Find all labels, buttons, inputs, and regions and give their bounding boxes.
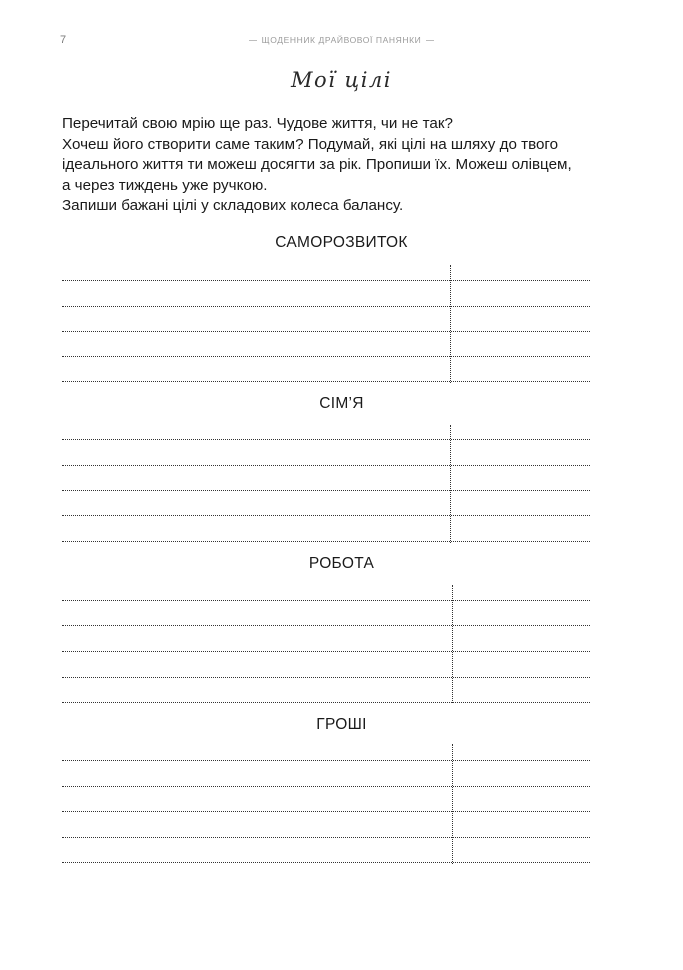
- writing-line: [62, 306, 590, 307]
- section-title-money: ГРОШІ: [316, 716, 367, 733]
- writing-line: [62, 439, 590, 440]
- running-title: ЩОДЕННИК ДРАЙВОВОЇ ПАНЯНКИ: [261, 35, 422, 45]
- writing-line: [62, 331, 590, 332]
- writing-area-family[interactable]: [62, 425, 590, 545]
- column-divider: [450, 425, 451, 543]
- writing-line: [62, 760, 590, 761]
- column-divider: [452, 744, 453, 864]
- writing-line: [62, 541, 590, 542]
- writing-area-money[interactable]: [62, 744, 590, 866]
- intro-line: Перечитай свою мрію ще раз. Чудове життя, чи не так?: [62, 115, 453, 132]
- section-title-work: РОБОТА: [308, 555, 375, 572]
- writing-line: [62, 381, 590, 382]
- writing-line: [62, 280, 590, 281]
- writing-line: [62, 600, 590, 601]
- intro-text: [62, 114, 602, 217]
- writing-line: [62, 702, 590, 703]
- running-header: [0, 35, 683, 45]
- column-divider: [450, 265, 451, 383]
- header-dash-right: [426, 40, 434, 41]
- intro-line: Запиши бажані цілі у складових колеса балансу.: [62, 197, 404, 214]
- section-title-self-development: САМОРОЗВИТОК: [275, 234, 408, 251]
- writing-line: [62, 515, 590, 516]
- writing-line: [62, 465, 590, 466]
- writing-line: [62, 677, 590, 678]
- column-divider: [452, 585, 453, 703]
- writing-line: [62, 356, 590, 357]
- writing-area-work[interactable]: [62, 585, 590, 705]
- page-number: 7: [60, 34, 67, 46]
- section-title-family: СІМ’Я: [319, 395, 364, 412]
- writing-line: [62, 490, 590, 491]
- intro-line: а через тиждень уже ручкою.: [62, 176, 268, 194]
- page-title: Мої цілі: [291, 68, 392, 92]
- writing-line: [62, 651, 590, 652]
- writing-line: [62, 625, 590, 626]
- intro-line: Хочеш його створити саме таким? Подумай, які цілі на шляху до твого: [62, 135, 559, 153]
- writing-area-self-development[interactable]: [62, 265, 590, 385]
- writing-line: [62, 837, 590, 838]
- writing-line: [62, 862, 590, 863]
- writing-line: [62, 811, 590, 812]
- writing-line: [62, 786, 590, 787]
- intro-line: ідеального життя ти можеш досягти за рік. Пропиши їх. Можеш олівцем,: [62, 156, 572, 173]
- header-dash-left: [249, 40, 257, 41]
